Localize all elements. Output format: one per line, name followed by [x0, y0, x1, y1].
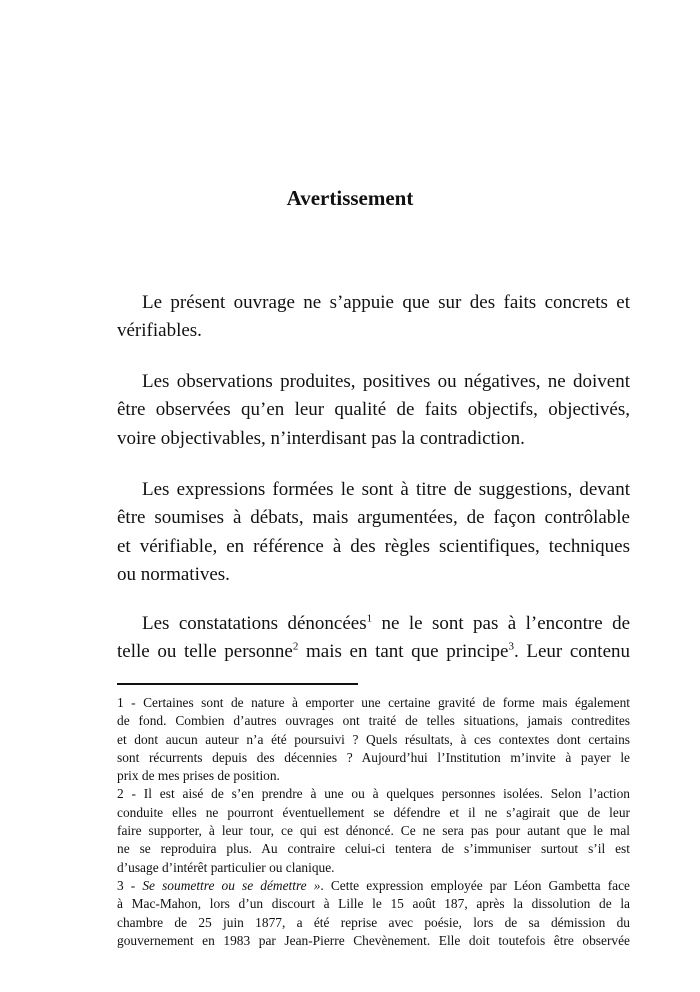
- footnote-line: [117, 877, 630, 895]
- text-line: vérifiables.: [117, 320, 202, 342]
- footnote-line: d’usage d’intérêt particulier ou clanique.: [117, 859, 335, 875]
- text-line: voire objectivables, n’interdisant pas la contradiction.: [117, 427, 525, 449]
- paragraph-2: [117, 368, 630, 453]
- text: . Cette expression employée par Léon Gambetta face: [320, 877, 630, 893]
- footnote-line: sont récurrents depuis des décennies ? Aujourd’hui l’Institution m’invite à payer le: [117, 749, 630, 765]
- footnote-line: et dont aucun auteur n’a été poursuivi ? Quels résultats, à ces contextes dont certains: [117, 731, 630, 747]
- paragraph-4: [117, 610, 630, 667]
- text-line: Les observations produites, positives ou négatives, ne doivent: [142, 371, 630, 392]
- footnote-ref[interactable]: 3: [508, 640, 514, 653]
- text-line: être observées qu’en leur qualité de faits objectifs, objectivés,: [117, 399, 630, 421]
- text-line: [117, 638, 630, 666]
- text: . Leur contenu: [514, 641, 631, 663]
- footnote-ref[interactable]: 1: [366, 612, 373, 625]
- footnote-line: conduite elles ne pourront éventuellement se défendre et il ne s’agirait que de leur: [117, 804, 630, 820]
- text-line: Les expressions formées le sont à titre de suggestions, devant: [142, 479, 630, 500]
- text: Les constatations dénoncées: [142, 613, 367, 634]
- footnote-line: à Mac-Mahon, lors d’un discourt à Lille le 15 août 187, après la dissolution de la: [117, 896, 630, 912]
- text: mais en tant que principe: [298, 641, 509, 663]
- footnote-line: 1 - Certaines sont de nature à emporter une certaine gravité de forme mais également: [117, 695, 630, 710]
- text-line: [117, 610, 630, 638]
- footnote-line: ne se reproduira plus. Au contraire celui-ci tentera de s’immuniser surtout s’il est: [117, 841, 630, 857]
- footnote-line: faire supporter, à leur tour, ce qui est dénoncé. Ce ne sera pas pour autant que le mal: [117, 823, 630, 839]
- text: telle ou telle personne: [117, 641, 293, 663]
- footnote-line: gouvernement en 1983 par Jean-Pierre Chevènement. Elle doit toutefois être observée: [117, 932, 630, 948]
- text-line: être soumises à débats, mais argumentées, de façon contrôlable: [117, 507, 630, 529]
- paragraph-1: [117, 289, 630, 346]
- footnote-ref[interactable]: 2: [292, 640, 299, 653]
- paragraph-3: [117, 476, 630, 589]
- footnote-line: prix de mes prises de position.: [117, 768, 280, 784]
- text: 3 -: [117, 877, 143, 893]
- text-line: ou normatives.: [117, 563, 230, 585]
- text-line: Le présent ouvrage ne s’appuie que sur des faits concrets et: [142, 292, 630, 313]
- footnote-line: chambre de 25 juin 1877, a été reprise avec poésie, lors de sa démission du: [117, 914, 630, 930]
- footnote-line: 2 - Il est aisé de s’en prendre à une ou à quelques personnes isolées. Selon l’action: [117, 786, 630, 802]
- page-title: Avertissement: [286, 186, 414, 210]
- footnote-separator: [117, 683, 358, 685]
- text: ne le sont pas à l’encontre de: [372, 613, 630, 634]
- quote: Se soumettre ou se démettre »: [142, 877, 321, 893]
- text-line: et vérifiable, en référence à des règles scientifiques, techniques: [117, 535, 630, 557]
- footnotes: [117, 694, 630, 950]
- footnote-line: de fond. Combien d’autres ouvrages ont traité de telles situations, jamais contredites: [117, 713, 630, 729]
